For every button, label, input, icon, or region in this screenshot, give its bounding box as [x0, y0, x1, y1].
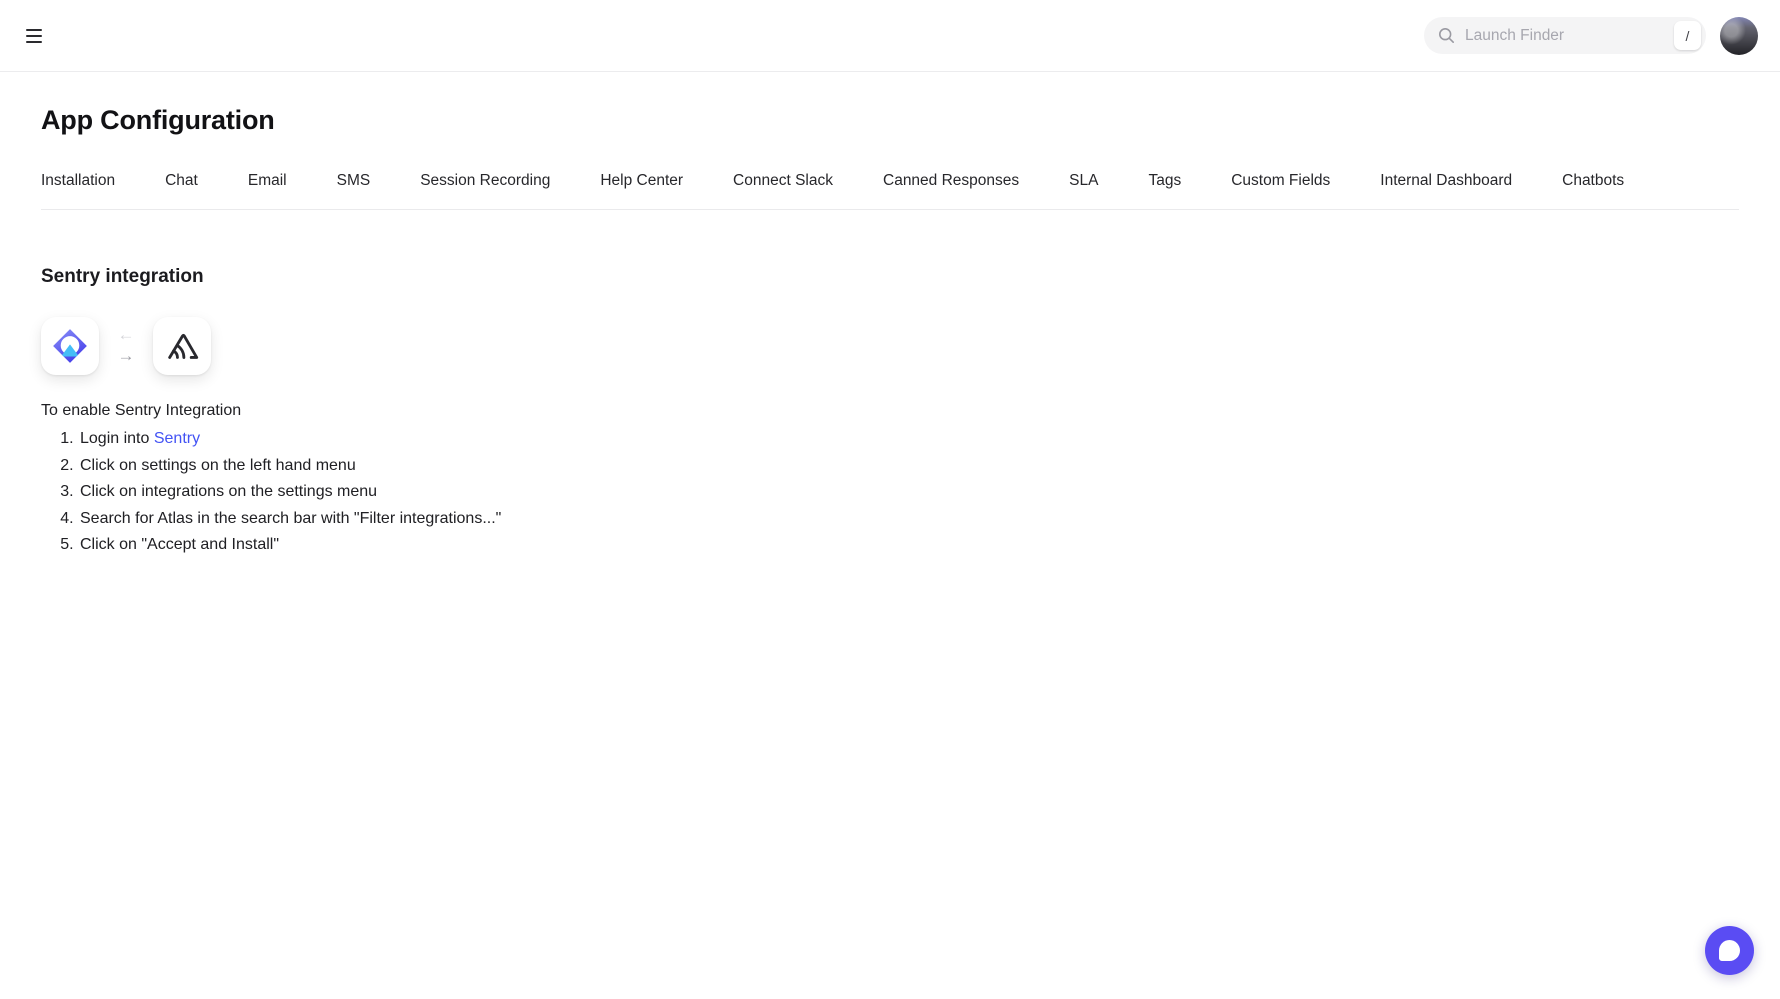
sentry-app-card	[153, 317, 211, 375]
search-input[interactable]	[1463, 26, 1666, 46]
page-title: App Configuration	[41, 105, 275, 135]
tab-installation[interactable]: Installation	[41, 172, 116, 189]
integration-apps	[41, 317, 1739, 375]
sentry-logo-icon	[166, 331, 199, 361]
step-4-text: Search for Atlas in the search bar with "Filter integrations..."	[80, 509, 502, 527]
slash-shortcut-badge: /	[1674, 21, 1701, 50]
step-3	[78, 479, 1739, 506]
step-2-text: Click on settings on the left hand menu	[80, 456, 356, 474]
atlas-app-card	[41, 317, 99, 375]
tab-connect-slack[interactable]: Connect Slack	[733, 172, 833, 189]
user-avatar[interactable]	[1720, 17, 1758, 55]
step-5	[78, 532, 1739, 559]
chat-launcher-button[interactable]	[1705, 926, 1754, 975]
tab-internal-dashboard[interactable]: Internal Dashboard	[1380, 172, 1513, 189]
step-1	[78, 426, 1739, 453]
launch-finder-search[interactable]	[1424, 17, 1706, 54]
steps-list	[41, 426, 1739, 559]
topbar	[0, 0, 1780, 72]
tab-canned-responses[interactable]: Canned Responses	[883, 172, 1020, 189]
sentry-link[interactable]: Sentry	[153, 430, 201, 447]
tab-tags[interactable]: Tags	[1148, 172, 1182, 189]
tab-chat[interactable]: Chat	[165, 172, 198, 189]
app-config-tabs	[41, 172, 1739, 210]
section-title: Sentry integration	[41, 266, 204, 287]
tab-chatbots[interactable]: Chatbots	[1562, 172, 1625, 189]
tab-sms[interactable]: SMS	[336, 172, 371, 189]
step-2	[78, 453, 1739, 480]
step-4	[78, 506, 1739, 533]
step-1-text: Login into	[80, 430, 154, 447]
intro-text: To enable Sentry Integration	[41, 402, 242, 419]
tab-sla[interactable]: SLA	[1069, 172, 1099, 189]
hamburger-menu-icon[interactable]	[20, 21, 50, 51]
atlas-logo-icon	[51, 327, 89, 365]
tab-custom-fields[interactable]: Custom Fields	[1231, 172, 1331, 189]
tab-help-center[interactable]: Help Center	[600, 172, 684, 189]
tab-session-recording[interactable]: Session Recording	[420, 172, 551, 189]
step-3-text: Click on integrations on the settings menu	[80, 483, 378, 500]
arrow-right-icon: →	[117, 346, 135, 365]
step-5-text: Click on "Accept and Install"	[80, 536, 280, 553]
tab-email[interactable]: Email	[247, 172, 287, 189]
arrow-left-icon: ←	[117, 325, 135, 345]
search-icon	[1438, 27, 1455, 44]
chat-bubble-icon	[1719, 940, 1740, 961]
sentry-integration-section	[41, 266, 1739, 559]
main-content	[0, 105, 1780, 559]
sync-arrows	[115, 326, 137, 365]
